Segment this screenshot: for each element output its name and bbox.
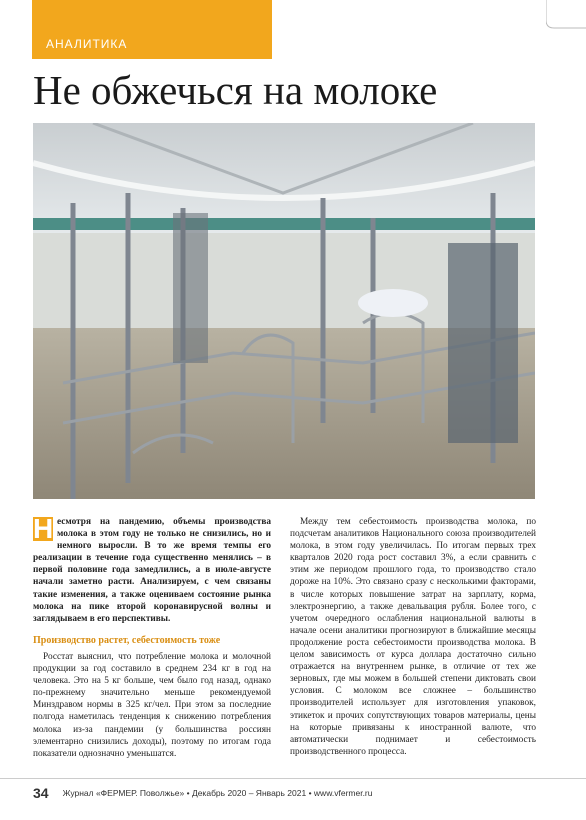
right-column <box>290 516 536 758</box>
journal-info: Журнал «ФЕРМЕР. Поволжье» • Декабрь 2020 – Январь 2021 • www.vfermer.ru <box>62 788 373 798</box>
lead-paragraph <box>33 513 271 625</box>
page-number: 34 <box>33 785 49 801</box>
left-column <box>33 513 271 760</box>
dropcap: Н <box>33 513 54 544</box>
body-paragraph-2: Между тем себестоимость производства молока, по подсчетам аналитиков Национального союза производителей молока, в этом году увеличилась. По итогам первых трех кварталов 2020 года рост составил 3%, а если сравнить с этим же периодом прошлого года, то производство стало дороже на 10%. Это связано сразу с несколькими факторами, в числе которых повышение затрат на зарплату, корма, электроэнергию, а также девальвация рубля. Более того, с учетом очередного ослабления национальной валюты в начале осени аналитики прогнозируют в ближайшие месяцы продолжение роста себестоимости производства молока. В целом зависимость от курса доллара достаточно сильно отражается на внутреннем рынке, в отличие от тех же зерновых, где мы можем в большей степени диктовать свои условия. С молоком все сложнее – большинство производителей использует для изготовления упаковок, этикеток и прочих сопутствующих товаров материалы, цены на которые привязаны к иностранной валюте, что автоматически поднимает и себестоимость производственного процесса. <box>290 517 536 757</box>
corner-decoration <box>546 0 586 30</box>
milking-parlor-photo <box>33 123 535 499</box>
rubric-label: АНАЛИТИКА <box>32 0 272 59</box>
article-title: Не обжечься на молоке <box>33 67 438 113</box>
body-paragraph-1: Росстат выяснил, что потребление молока и молочной продукции за год составило в среднем 234 кг в год на человека. Это на 5 кг больше, чем было год назад, однако по-прежнему значительно меньше рекомендуемой Минздравом нормы в 325 кг/чел. При этом за последние полгода наметилась тенденция к снижению потребления молока из-за пандемии (у большинства россиян элементарно снизились доходы), поэтому по итогам года показатели однозначно уменьшатся. <box>33 651 271 759</box>
page-footer <box>33 783 553 803</box>
section-subhead: Производство растет, себестоимость тоже <box>33 634 221 646</box>
footer-divider <box>0 778 586 779</box>
lead-text: есмотря на пандемию, объемы производства молока в этом году не только не снизились, но и немного выросли. В то же время темпы его реализации в течение года существенно менялись – в первой половине года замедлились, а в июле-августе начали заметно расти. Анализируем, с чем связаны такие изменения, а также оцениваем состояние рынка молока на пике второй коронавирусной волны и заглядываем в его перспективы. <box>33 517 271 624</box>
